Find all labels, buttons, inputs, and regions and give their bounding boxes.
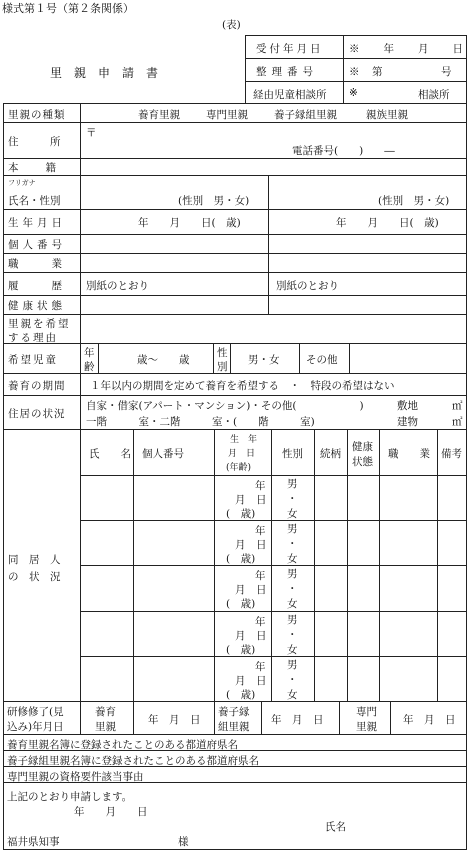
center-label: 経由児童相談所 <box>253 89 327 101</box>
child-sex-label-1: 性 <box>217 347 228 359</box>
household-row-2-female[interactable]: 女 <box>287 553 298 565</box>
col-relation: 続柄 <box>320 448 341 460</box>
household-row-2-md: 月 日 <box>235 539 267 551</box>
household-row-3-age: ( 歳) <box>226 598 256 610</box>
job-label: 職 業 <box>8 258 66 270</box>
types-label: 里親の種類 <box>8 109 66 121</box>
received-value[interactable]: ※ 年 月 日 <box>349 43 464 55</box>
housing-line-1[interactable]: 自家・借家(アパート・マンション)・その他( ) <box>86 400 364 412</box>
household-row-4-year: 年 <box>255 616 266 628</box>
training-type-adoption-1: 養子縁 <box>218 706 250 718</box>
household-row-5-female[interactable]: 女 <box>287 689 298 701</box>
housing-line-2[interactable]: 一階 室・二階 室・( 階 室) <box>86 416 315 428</box>
application-date[interactable]: 年 月 日 <box>74 806 148 818</box>
col-sex: 性別 <box>282 448 303 460</box>
household-row-5-dot: ・ <box>287 674 298 686</box>
col-id: 個人番号 <box>142 448 184 460</box>
household-row-4-female[interactable]: 女 <box>287 644 298 656</box>
col-job: 職 業 <box>388 448 430 460</box>
training-type-specialized-2: 里親 <box>356 721 377 733</box>
col-note: 備考 <box>441 448 462 460</box>
addressee: 福井県知事 <box>7 836 60 848</box>
household-row-3-md: 月 日 <box>235 584 267 596</box>
history-value-2: 別紙のとおり <box>276 280 339 292</box>
training-date-specialized[interactable]: 年 月 日 <box>403 714 456 726</box>
gender-field-2[interactable]: (性別 男・女) <box>378 195 450 207</box>
history-value-1: 別紙のとおり <box>86 280 149 292</box>
household-label-2: の 状 況 <box>8 571 61 583</box>
household-row-4-age: ( 歳) <box>226 644 256 656</box>
household-row-1-md: 月 日 <box>235 494 267 506</box>
training-type-foster-1: 養育 <box>95 706 116 718</box>
registry-adoption[interactable]: 養子縁組里親名簿に登録されたことのある都道府県名 <box>7 755 259 767</box>
honseki-label: 本 籍 <box>8 162 58 174</box>
reason-label-line2: する理由 <box>8 332 58 344</box>
household-row-5-male[interactable]: 男 <box>287 659 298 671</box>
child-age-label-2: 齢 <box>84 361 95 373</box>
training-type-foster-2: 里親 <box>95 721 116 733</box>
period-text[interactable]: １年以内の期間を定めて養育を希望する ・ 特段の希望はない <box>90 380 395 392</box>
training-label-1: 研修修了(見 <box>7 706 64 718</box>
household-row-4-md: 月 日 <box>235 630 267 642</box>
number-label: 整理番号 <box>256 66 318 78</box>
household-row-2-year: 年 <box>255 525 266 537</box>
col-health-2: 状態 <box>352 456 373 468</box>
housing-site-unit: ㎡ <box>452 400 463 412</box>
form-id: 様式第１号（第２条関係） <box>2 2 134 15</box>
health-label: 健康状態 <box>8 300 66 312</box>
side-label: (表) <box>222 19 241 31</box>
housing-building-label: 建物 <box>397 416 418 428</box>
birth-field-2[interactable]: 年 月 日( 歳) <box>336 217 439 229</box>
phone-field[interactable]: 電話番号( ) ― <box>292 145 395 157</box>
household-row-3-year: 年 <box>255 570 266 582</box>
type-option-foster[interactable]: 養育里親 <box>138 109 180 121</box>
history-label: 履 歴 <box>8 280 66 292</box>
household-row-3-male[interactable]: 男 <box>287 568 298 580</box>
household-row-4-male[interactable]: 男 <box>287 614 298 626</box>
household-row-5-year: 年 <box>255 661 266 673</box>
household-row-1-female[interactable]: 女 <box>287 508 298 520</box>
child-sex-label-2: 別 <box>217 361 228 373</box>
training-date-adoption[interactable]: 年 月 日 <box>271 714 324 726</box>
household-row-4-dot: ・ <box>287 629 298 641</box>
household-row-2-male[interactable]: 男 <box>287 523 298 535</box>
household-row-3-dot: ・ <box>287 583 298 595</box>
type-option-relative[interactable]: 親族里親 <box>366 109 408 121</box>
name-label: 氏名・性別 <box>8 195 61 207</box>
training-date-foster[interactable]: 年 月 日 <box>148 714 201 726</box>
col-birth-1: 生 年 <box>230 435 258 445</box>
training-label-2: 込み)年月日 <box>7 721 64 733</box>
household-row-2-dot: ・ <box>287 538 298 550</box>
id-label: 個人番号 <box>8 239 66 251</box>
type-option-adoption[interactable]: 養子縁組里親 <box>274 109 337 121</box>
household-row-1-male[interactable]: 男 <box>287 478 298 490</box>
housing-site-label: 敷地 <box>397 400 418 412</box>
received-label: 受付年月日 <box>256 43 324 55</box>
housing-label: 住居の状況 <box>8 408 66 420</box>
household-row-1-age: ( 歳) <box>226 508 256 520</box>
birth-label: 生年月日 <box>8 217 66 229</box>
household-row-5-age: ( 歳) <box>226 689 256 701</box>
registry-specialized[interactable]: 専門里親の資格要件該当事由 <box>7 771 144 783</box>
child-age-range[interactable]: 歳～ 歳 <box>137 354 190 366</box>
col-name: 氏 名 <box>89 448 131 460</box>
training-type-specialized-1: 専門 <box>356 706 377 718</box>
birth-field-1[interactable]: 年 月 日( 歳) <box>138 217 241 229</box>
child-other[interactable]: その他 <box>306 354 338 366</box>
statement: 上記のとおり申請します。 <box>7 791 133 803</box>
number-value[interactable]: ※ 第 号 <box>349 66 453 78</box>
registry-foster[interactable]: 養育里親名簿に登録されたことのある都道府県名 <box>7 739 238 751</box>
page-title: 里 親 申 請 書 <box>50 66 159 80</box>
period-label: 養育の期間 <box>8 380 66 392</box>
child-label: 希望児童 <box>8 354 58 366</box>
col-birth-2: 月 日 <box>228 449 256 459</box>
furigana-label: フリガナ <box>8 179 36 187</box>
postal-mark: 〒 <box>86 127 97 139</box>
child-sex-value[interactable]: 男・女 <box>248 354 280 366</box>
center-suffix: 相談所 <box>418 89 450 101</box>
type-option-specialized[interactable]: 専門里親 <box>206 109 248 121</box>
col-health-1: 健康 <box>352 441 373 453</box>
household-row-2-age: ( 歳) <box>226 553 256 565</box>
household-row-3-female[interactable]: 女 <box>287 598 298 610</box>
col-birth-3: (年齢) <box>226 463 252 473</box>
honorific: 様 <box>178 836 189 848</box>
child-age-label-1: 年 <box>84 347 95 359</box>
training-type-adoption-2: 組里親 <box>218 721 250 733</box>
housing-building-unit: ㎡ <box>452 416 463 428</box>
household-row-1-dot: ・ <box>287 493 298 505</box>
gender-field-1[interactable]: (性別 男・女) <box>178 195 250 207</box>
household-row-1-year: 年 <box>255 480 266 492</box>
reason-label-line1: 里親を希望 <box>8 318 71 330</box>
household-label-1: 同 居 人 <box>8 554 61 566</box>
household-row-5-md: 月 日 <box>235 675 267 687</box>
applicant-name-label: 氏名 <box>325 821 346 833</box>
center-mark: ※ <box>349 87 358 99</box>
address-label: 住 所 <box>8 136 61 148</box>
